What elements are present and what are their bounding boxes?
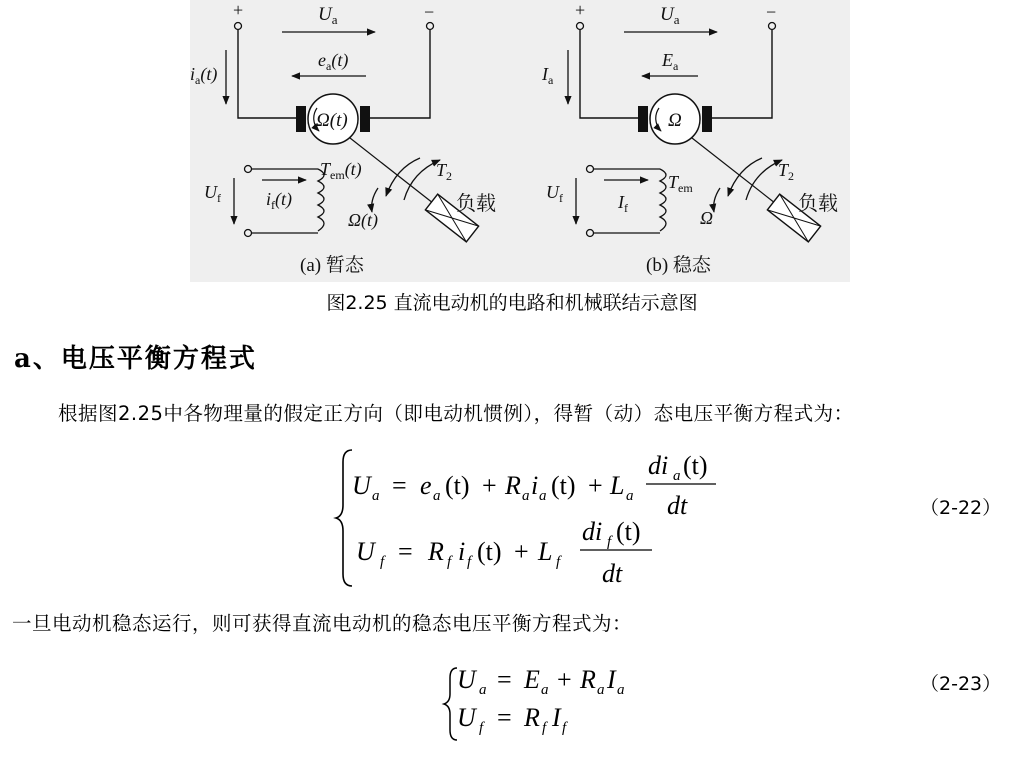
field-terminal-top-b <box>587 166 594 173</box>
svg-text:f: f <box>479 720 484 736</box>
section-heading: a、电压平衡方程式 <box>14 344 257 374</box>
equation-number-2-22: （2-22） <box>920 497 1002 519</box>
svg-text:+: + <box>482 471 497 500</box>
svg-text:i: i <box>531 471 539 500</box>
svg-text:a: a <box>673 468 681 484</box>
terminal-plus-a <box>235 23 242 30</box>
svg-text:R: R <box>428 537 444 566</box>
tem-label-b: $T_{em}$ <box>668 172 693 195</box>
svg-text:U: U <box>352 471 371 500</box>
terminal-plus-label-a: + <box>233 0 244 20</box>
tem-arrow-a <box>386 158 420 196</box>
omega-shaft-label-a: Ω(t) <box>348 210 379 230</box>
terminal-minus-label-a: − <box>424 2 435 22</box>
svg-text:e: e <box>420 471 432 500</box>
svg-text:I: I <box>552 703 561 732</box>
svg-text:f: f <box>562 720 567 736</box>
if-label-b: $I_f$ <box>618 192 628 215</box>
brace-eq22 <box>336 450 352 586</box>
svg-text:=: = <box>497 665 512 694</box>
armature-wire-right-a <box>368 30 430 118</box>
eq23-line2 <box>457 703 568 736</box>
svg-text:R: R <box>580 665 596 694</box>
brush-left-a <box>296 106 306 132</box>
ua-label-a: $U_a$ <box>318 4 338 27</box>
t2-label-b: $T_2$ <box>778 160 795 183</box>
omega-shaft-label-b: Ω <box>700 208 714 228</box>
omega-shaft-arrow-b <box>714 188 720 212</box>
svg-text:a: a <box>541 682 549 698</box>
equation-number-2-23: （2-23） <box>920 673 1002 695</box>
ia-label-b: $I_a$ <box>542 64 554 87</box>
shaft-a <box>350 138 438 207</box>
armature-wire-left-a <box>238 30 298 118</box>
shaft-b <box>692 138 780 207</box>
svg-text:f: f <box>542 720 547 736</box>
svg-text:f: f <box>556 554 561 570</box>
svg-text:E: E <box>524 665 540 694</box>
svg-text:U: U <box>457 665 476 694</box>
load-label-b: 负载 <box>798 193 838 215</box>
field-terminal-bottom-a <box>245 230 252 237</box>
svg-text:U: U <box>457 703 476 732</box>
caption-b: (b) 稳态 <box>646 255 711 276</box>
svg-text:(t): (t) <box>551 471 576 500</box>
brush-right-a <box>360 106 370 132</box>
paragraph-transient: 根据图2.25中各物理量的假定正方向（即电动机惯例），得暂（动）态电压平衡方程式为： <box>58 402 854 425</box>
svg-text:a: a <box>539 488 547 504</box>
brush-right-b <box>702 106 712 132</box>
load-label-a: 负载 <box>456 193 496 215</box>
omega-motor-label-b: Ω <box>668 110 682 131</box>
svg-text:+: + <box>588 471 603 500</box>
svg-text:R: R <box>524 703 540 732</box>
svg-text:dt: dt <box>602 559 623 588</box>
terminal-minus-a <box>427 23 434 30</box>
uf-label-a: $U_f$ <box>204 182 221 205</box>
circuit-figure <box>190 0 850 282</box>
field-coil-b <box>660 169 666 231</box>
circuit-diagram <box>190 0 850 282</box>
svg-text:f: f <box>467 554 472 570</box>
ua-label-b: $U_a$ <box>660 4 680 27</box>
svg-text:di: di <box>582 517 603 546</box>
svg-text:=: = <box>392 471 407 500</box>
svg-text:a: a <box>522 488 530 504</box>
field-terminal-top-a <box>245 166 252 173</box>
figure-caption: 图2.25 直流电动机的电路和机械联结示意图 <box>326 292 698 314</box>
if-label-a: $i_f(t)$ <box>266 189 293 212</box>
omega-shaft-arrow-a <box>372 188 378 212</box>
svg-text:f: f <box>607 534 612 550</box>
svg-text:L: L <box>538 537 553 566</box>
ea-label-a: $e_a(t)$ <box>318 50 349 73</box>
svg-text:R: R <box>505 471 521 500</box>
svg-text:di: di <box>648 451 669 480</box>
ia-label-a: $i_a(t)$ <box>190 64 218 87</box>
svg-text:+: + <box>557 665 572 694</box>
eq22-line2 <box>356 517 652 588</box>
svg-text:L: L <box>610 471 625 500</box>
svg-text:(t): (t) <box>616 517 641 546</box>
svg-text:a: a <box>479 682 487 698</box>
svg-text:(t): (t) <box>445 471 470 500</box>
svg-text:=: = <box>398 537 413 566</box>
terminal-plus-b <box>577 23 584 30</box>
tem-arrow-b <box>728 158 762 196</box>
svg-text:a: a <box>372 488 380 504</box>
svg-text:=: = <box>497 703 512 732</box>
armature-wire-right-b <box>710 30 772 118</box>
svg-text:a: a <box>597 682 605 698</box>
svg-text:+: + <box>514 537 529 566</box>
terminal-minus-b <box>769 23 776 30</box>
svg-text:f: f <box>380 554 385 570</box>
eq22-line1 <box>352 451 716 520</box>
tem-label-a: $T_{em}(t)$ <box>320 159 362 182</box>
svg-text:a: a <box>626 488 634 504</box>
uf-label-b: $U_f$ <box>546 182 563 205</box>
terminal-plus-label-b: + <box>575 0 586 20</box>
svg-text:f: f <box>447 554 452 570</box>
brush-left-b <box>638 106 648 132</box>
svg-text:a: a <box>433 488 441 504</box>
panel-a <box>190 0 496 276</box>
svg-text:a: a <box>617 682 625 698</box>
svg-text:U: U <box>356 537 375 566</box>
paragraph-steady-state: 一旦电动机稳态运行，则可获得直流电动机的稳态电压平衡方程式为： <box>12 612 633 635</box>
field-terminal-bottom-b <box>587 230 594 237</box>
svg-text:(t): (t) <box>477 537 502 566</box>
t2-label-a: $T_2$ <box>436 160 453 183</box>
panel-b <box>541 0 838 276</box>
caption-a: (a) 暂态 <box>300 255 364 276</box>
svg-text:i: i <box>458 537 466 566</box>
svg-text:I: I <box>607 665 616 694</box>
ea-label-b: $E_a$ <box>662 50 679 73</box>
omega-motor-label-a: Ω(t) <box>316 110 348 131</box>
terminal-minus-label-b: − <box>766 2 777 22</box>
brace-eq23 <box>444 668 457 740</box>
armature-wire-left-b <box>580 30 640 118</box>
svg-text:dt: dt <box>667 491 688 520</box>
svg-text:(t): (t) <box>683 451 708 480</box>
eq23-line1 <box>457 665 625 698</box>
